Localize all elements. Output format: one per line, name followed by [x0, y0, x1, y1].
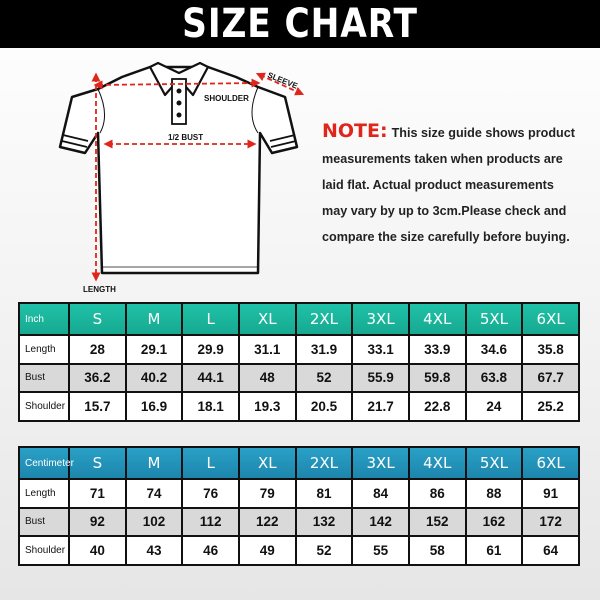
table-cell: 18.1 [182, 392, 239, 421]
size-header: 6XL [522, 447, 579, 479]
size-header: 3XL [352, 303, 409, 335]
size-header: M [126, 303, 183, 335]
note-line-3: laid flat. Actual product measurements [322, 178, 554, 192]
size-header: XL [239, 303, 296, 335]
centimeter-size-table [18, 446, 580, 566]
table-cell: 29.9 [182, 335, 239, 364]
note-line-4: may vary by up to 3cm.Please check and [322, 204, 567, 218]
table-cell: 35.8 [522, 335, 579, 364]
table-cell: 162 [466, 508, 523, 537]
button-3 [177, 113, 182, 118]
table-cell: 24 [466, 392, 523, 421]
table-cell: 58 [409, 536, 466, 565]
size-header: 4XL [409, 303, 466, 335]
table-row [19, 364, 579, 393]
table-row [19, 536, 579, 565]
page-title: SIZE CHART [182, 1, 418, 47]
table-cell: 86 [409, 479, 466, 508]
length-label: LENGTH [83, 285, 116, 294]
table-cell: 71 [69, 479, 126, 508]
table-cell: 16.9 [126, 392, 183, 421]
table-cell: 88 [466, 479, 523, 508]
polo-shirt-illustration [50, 55, 320, 300]
table-cell: 52 [296, 536, 353, 565]
table-cell: 31.1 [239, 335, 296, 364]
table-cell: 28 [69, 335, 126, 364]
size-header: 3XL [352, 447, 409, 479]
table-header-row [19, 447, 579, 479]
note-line-2: measurements taken when products are [322, 152, 563, 166]
table-cell: 76 [182, 479, 239, 508]
table-cell: 33.9 [409, 335, 466, 364]
row-label: Bust [19, 364, 69, 393]
unit-label: Inch [19, 303, 69, 335]
table-cell: 172 [522, 508, 579, 537]
table-cell: 92 [69, 508, 126, 537]
size-header: 2XL [296, 447, 353, 479]
table-cell: 152 [409, 508, 466, 537]
table-cell: 132 [296, 508, 353, 537]
row-label: Shoulder [19, 536, 69, 565]
polo-shirt-diagram [50, 55, 320, 300]
table-cell: 31.9 [296, 335, 353, 364]
table-cell: 21.7 [352, 392, 409, 421]
table-cell: 52 [296, 364, 353, 393]
table-cell: 122 [239, 508, 296, 537]
table-cell: 40 [69, 536, 126, 565]
table-cell: 81 [296, 479, 353, 508]
row-label: Length [19, 479, 69, 508]
button-2 [177, 101, 182, 106]
table-cell: 34.6 [466, 335, 523, 364]
table-cell: 22.8 [409, 392, 466, 421]
table-cell: 49 [239, 536, 296, 565]
sleeve-label: SLEEVE [266, 70, 299, 91]
size-header: L [182, 447, 239, 479]
page-header [0, 0, 600, 48]
button-1 [177, 89, 182, 94]
table-row [19, 479, 579, 508]
table-cell: 74 [126, 479, 183, 508]
table-cell: 19.3 [239, 392, 296, 421]
table-cell: 33.1 [352, 335, 409, 364]
size-header: M [126, 447, 183, 479]
size-header: 2XL [296, 303, 353, 335]
note-line-1 [322, 118, 587, 146]
table-header-row [19, 303, 579, 335]
table-cell: 91 [522, 479, 579, 508]
table-cell: 64 [522, 536, 579, 565]
bust-label: 1/2 BUST [168, 133, 204, 142]
table-cell: 142 [352, 508, 409, 537]
table-cell: 20.5 [296, 392, 353, 421]
table-row [19, 508, 579, 537]
note-line-5: compare the size carefully before buying. [322, 230, 570, 244]
size-header: 5XL [466, 447, 523, 479]
table-cell: 67.7 [522, 364, 579, 393]
row-label: Shoulder [19, 392, 69, 421]
table-cell: 36.2 [69, 364, 126, 393]
inch-size-table [18, 302, 580, 422]
size-header: S [69, 303, 126, 335]
table-row [19, 335, 579, 364]
size-header: 5XL [466, 303, 523, 335]
size-header: L [182, 303, 239, 335]
table-cell: 55.9 [352, 364, 409, 393]
table-cell: 61 [466, 536, 523, 565]
table-cell: 29.1 [126, 335, 183, 364]
table-cell: 44.1 [182, 364, 239, 393]
table-cell: 46 [182, 536, 239, 565]
shoulder-label: SHOULDER [204, 94, 249, 103]
unit-label: Centimeter [19, 447, 69, 479]
table-row [19, 392, 579, 421]
table-cell: 59.8 [409, 364, 466, 393]
size-header: 6XL [522, 303, 579, 335]
note-block [322, 118, 587, 250]
table-cell: 15.7 [69, 392, 126, 421]
row-label: Length [19, 335, 69, 364]
table-cell: 79 [239, 479, 296, 508]
table-cell: 48 [239, 364, 296, 393]
table-cell: 40.2 [126, 364, 183, 393]
table-cell: 43 [126, 536, 183, 565]
note-label: NOTE: [322, 120, 388, 142]
table-cell: 55 [352, 536, 409, 565]
size-header: S [69, 447, 126, 479]
table-cell: 112 [182, 508, 239, 537]
table-cell: 63.8 [466, 364, 523, 393]
table-cell: 102 [126, 508, 183, 537]
table-cell: 84 [352, 479, 409, 508]
table-cell: 25.2 [522, 392, 579, 421]
row-label: Bust [19, 508, 69, 537]
note-text-1: This size guide shows product [391, 126, 575, 140]
size-header: 4XL [409, 447, 466, 479]
size-header: XL [239, 447, 296, 479]
